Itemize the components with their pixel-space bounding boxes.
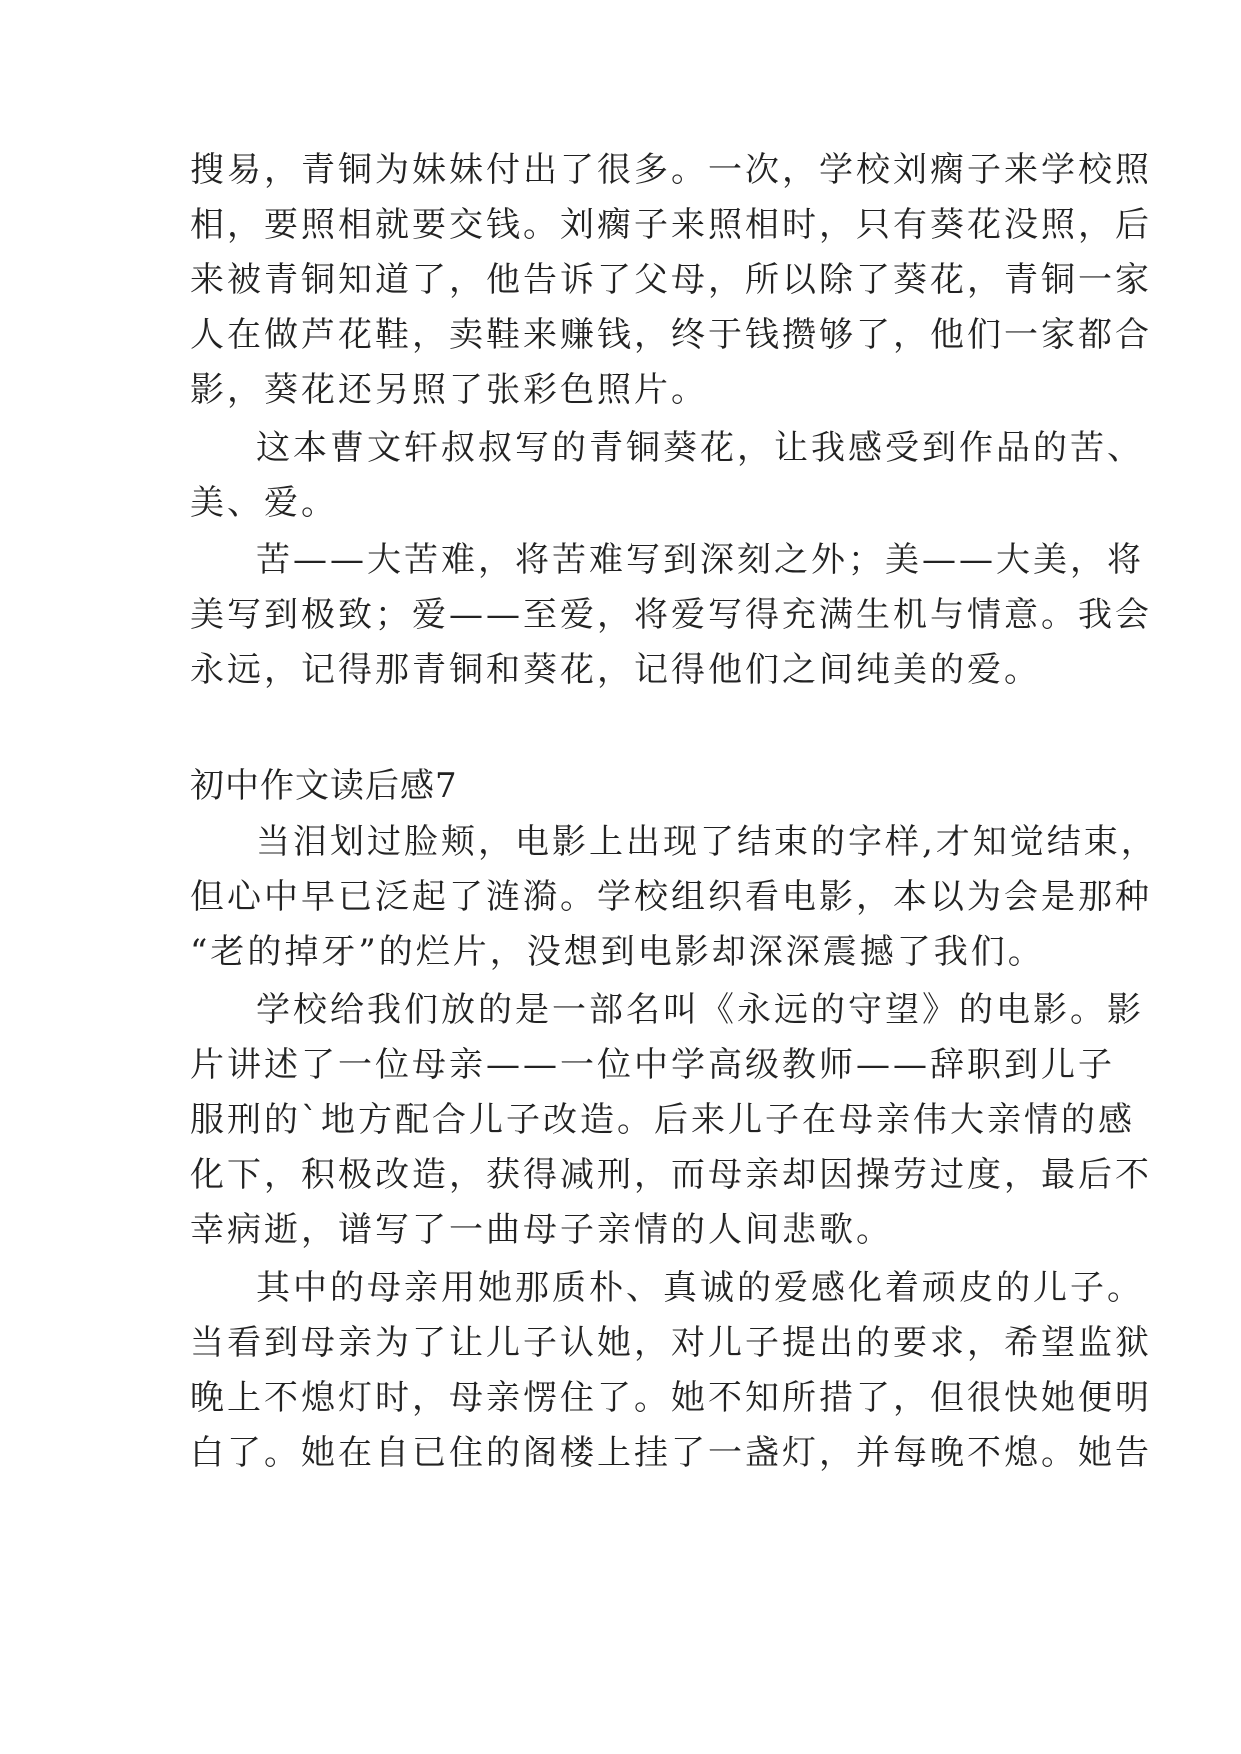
- paragraph-line: 永远，记得那青铜和葵花，记得他们之间纯美的爱。: [190, 650, 1041, 690]
- paragraph-line: 人在做芦花鞋，卖鞋来赚钱，终于钱攒够了，他们一家都合: [190, 315, 1152, 355]
- paragraph-line: 当看到母亲为了让儿子认她，对儿子提出的要求，希望监狱: [190, 1323, 1152, 1363]
- paragraph-line: 影，葵花还另照了张彩色照片。: [190, 370, 708, 410]
- paragraph-line: 但心中早已泛起了涟漪。学校组织看电影，本以为会是那种: [190, 877, 1152, 917]
- paragraph-line: 幸病逝，谱写了一曲母子亲情的人间悲歌。: [190, 1210, 893, 1250]
- paragraph-line: 其中的母亲用她那质朴、真诚的爱感化着顽皮的儿子。: [256, 1268, 1144, 1308]
- paragraph-line: 美写到极致；爱——至爱，将爱写得充满生机与情意。我会: [190, 595, 1152, 635]
- paragraph-line: 服刑的`地方配合儿子改造。后来儿子在母亲伟大亲情的感: [190, 1100, 1135, 1140]
- section-title: 初中作文读后感7: [190, 766, 458, 806]
- paragraph-line: 片讲述了一位母亲——一位中学高级教师——辞职到儿子: [190, 1045, 1115, 1085]
- paragraph-line: 这本曹文轩叔叔写的青铜葵花，让我感受到作品的苦、: [256, 428, 1144, 468]
- paragraph-line: 白了。她在自已住的阁楼上挂了一盏灯，并每晚不熄。她告: [190, 1433, 1152, 1473]
- paragraph-line: 学校给我们放的是一部名叫《永远的守望》的电影。影: [256, 990, 1144, 1030]
- paragraph-line: 苦——大苦难，将苦难写到深刻之外；美——大美，将: [256, 540, 1144, 580]
- paragraph-line: 搜易，青铜为妹妹付出了很多。一次，学校刘瘸子来学校照: [190, 150, 1152, 190]
- paragraph-line: 来被青铜知道了，他告诉了父母，所以除了葵花，青铜一家: [190, 260, 1152, 300]
- paragraph-line: “老的掉牙”的烂片，没想到电影却深深震撼了我们。: [190, 932, 1045, 972]
- paragraph-line: 化下，积极改造，获得减刑，而母亲却因操劳过度，最后不: [190, 1155, 1152, 1195]
- paragraph-line: 相，要照相就要交钱。刘瘸子来照相时，只有葵花没照，后: [190, 205, 1152, 245]
- paragraph-line: 当泪划过脸颊，电影上出现了结束的字样,才知觉结束，: [256, 822, 1158, 862]
- paragraph-line: 晚上不熄灯时，母亲愣住了。她不知所措了，但很快她便明: [190, 1378, 1152, 1418]
- paragraph-line: 美、爱。: [190, 483, 338, 523]
